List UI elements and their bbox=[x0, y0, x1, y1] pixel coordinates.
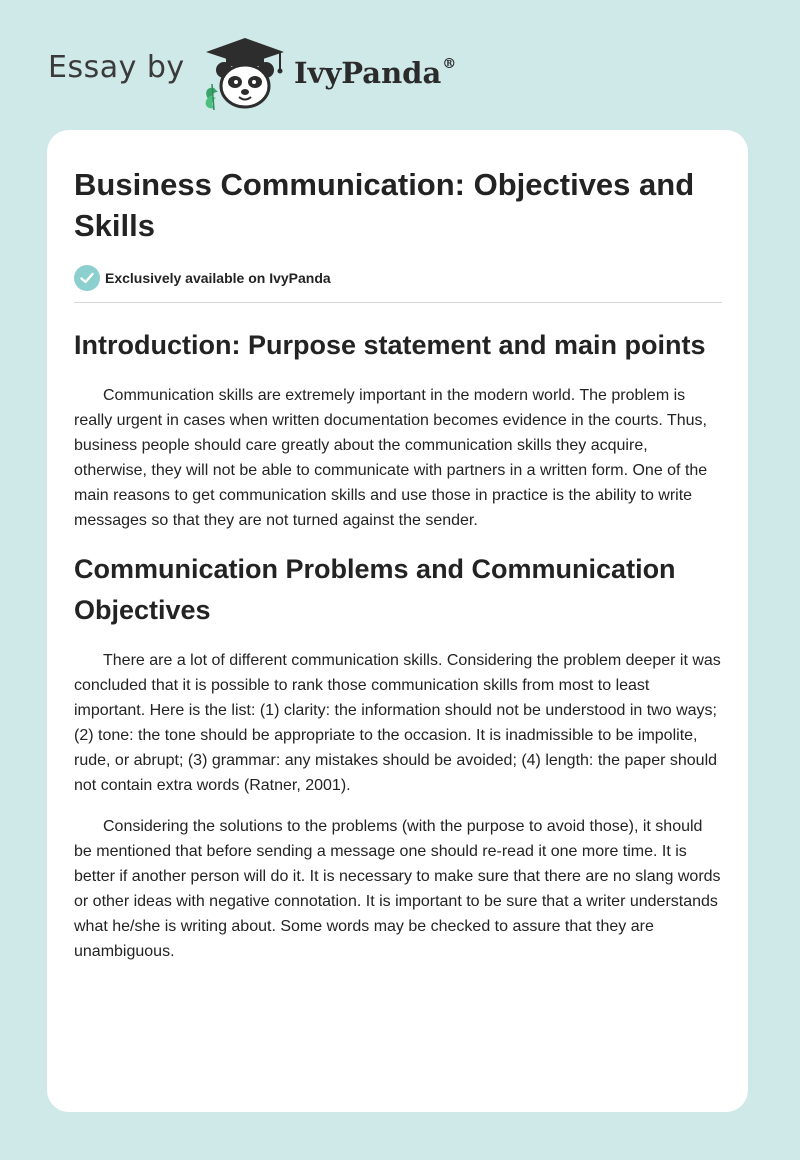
paragraph: There are a lot of different communication skills. Considering the problem deeper it was concluded that it is possible to rank those communication skills from most to least important. Here is the list: (1) clarity: the information should not be understood in two ways; (2) tone: the tone should be appropriate to the occasion. It is inadmissible to be impolite, rude, or abrupt; (3) grammar: any mistakes should be avoided; (4) length: the paper should not contain extra words (Ratner, 2001). bbox=[74, 652, 721, 794]
checkmark-svg bbox=[80, 272, 94, 284]
check-circle-icon bbox=[74, 265, 100, 291]
brand-name[interactable] bbox=[294, 56, 456, 90]
panda-graduate-icon[interactable] bbox=[200, 36, 290, 112]
site-header bbox=[48, 30, 748, 110]
paragraph: Communication skills are extremely important in the modern world. The problem is really urgent in cases when written documentation becomes evidence in the courts. Thus, business people should care greatly about the communication skills they acquire, otherwise, they will not be able to communicate with partners in a written form. One of the main reasons to get communication skills and use those in practice is the ability to write messages so that they are not turned against the sender. bbox=[74, 387, 708, 529]
exclusive-badge bbox=[74, 264, 722, 292]
panda-logo-svg bbox=[200, 36, 290, 112]
essay-content bbox=[74, 164, 722, 964]
page-title: Business Communication: Objectives and Skills bbox=[74, 167, 695, 243]
title-divider bbox=[74, 302, 722, 303]
registered-mark: ® bbox=[442, 56, 457, 73]
ivy-leaf-icon bbox=[206, 84, 218, 110]
brand-text: IvyPanda bbox=[294, 56, 442, 90]
essay-by-label: Essay by bbox=[48, 50, 185, 85]
paragraph: Considering the solutions to the problems (with the purpose to avoid those), it should be mentioned that before sending a message one should re-read it one more time. It is better if another person will do it. It is necessary to make sure that there are no slang words or other ideas with negative connotation. It is important to be sure that a writer understands what he/she is writing about. Some words may be checked to assure that they are unambiguous. bbox=[74, 818, 721, 960]
section-heading-introduction: Introduction: Purpose statement and main points bbox=[74, 330, 706, 360]
essay-card bbox=[47, 130, 748, 1112]
exclusive-label: Exclusively available on IvyPanda bbox=[105, 270, 331, 286]
section-heading-communication-problems: Communication Problems and Communication Objectives bbox=[74, 554, 676, 625]
